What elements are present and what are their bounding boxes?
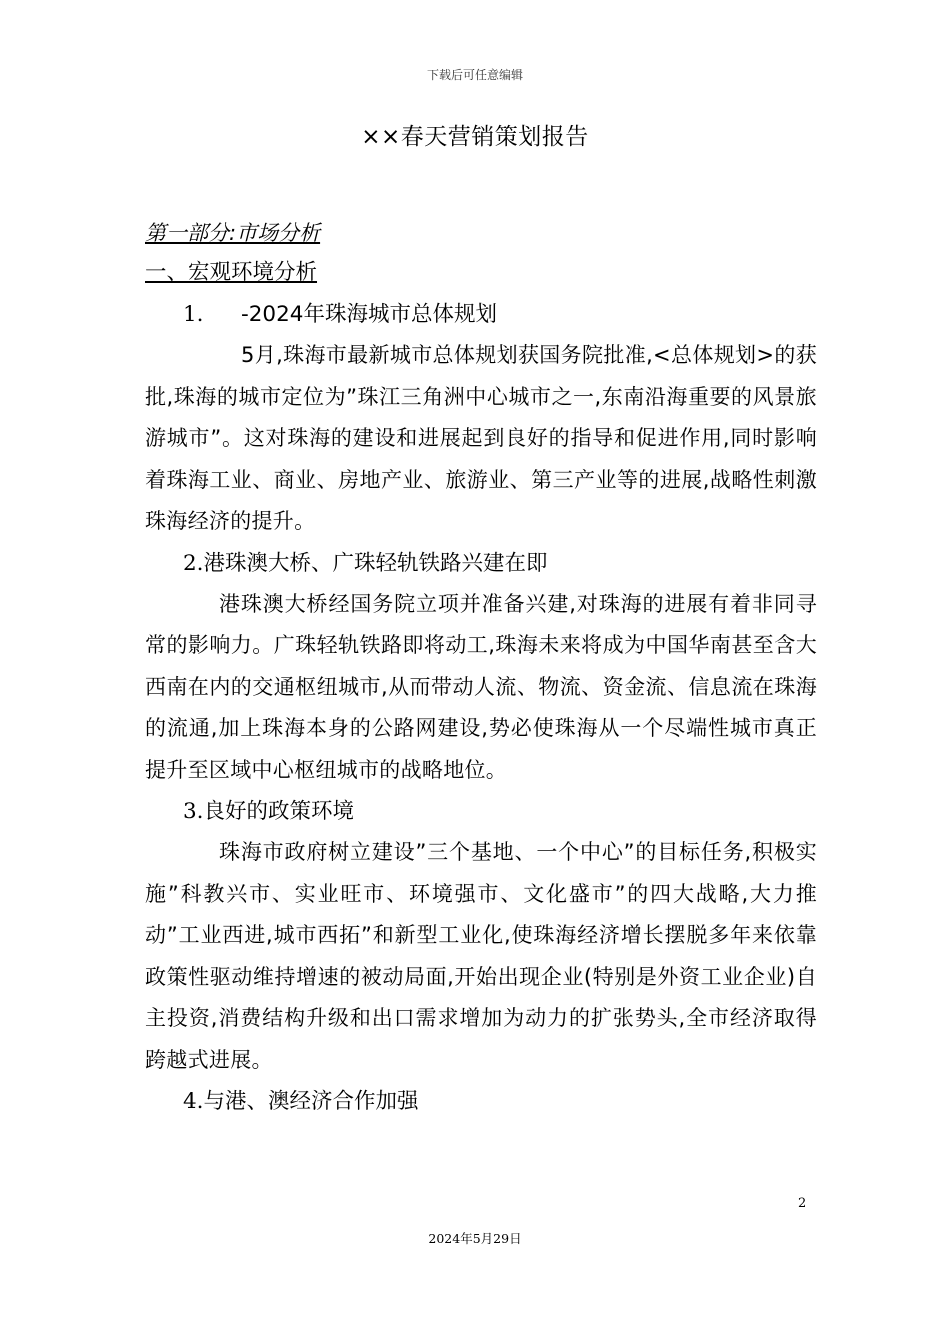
item-number-2: 2. <box>183 550 204 576</box>
item-heading-3 <box>145 791 817 832</box>
item-paragraph-2: 港珠澳大桥经国务院立项并准备兴建,对珠海的进展有着非同寻常的影响力。广珠轻轨铁路即将动工,珠海未来将成为中国华南甚至含大西南在内的交通枢纽城市,从而带动人流、物流、资金流、信息流在珠海的流通,加上珠海本身的公路网建设,势必使珠海从一个尽端性城市真正提升至区域中心枢纽城市的战略地位。 <box>145 591 817 782</box>
item-heading-1 <box>145 294 817 335</box>
part-title: 第一部分:市场分析 <box>145 221 321 245</box>
item-heading-text-2: 港珠澳大桥、广珠轻轨铁路兴建在即 <box>203 550 548 576</box>
item-number-1: 1. <box>183 302 204 327</box>
footer-date: 2024年5月29日 <box>428 1231 522 1246</box>
document-title: ××春天营销策划报告 <box>361 124 589 150</box>
page-number: 2 <box>798 1196 807 1211</box>
item-heading-text-4: 与港、澳经济合作加强 <box>203 1089 419 1114</box>
item-paragraph-3: 珠海市政府树立建设”三个基地、一个中心”的目标任务,积极实施”科教兴市、实业旺市、环境强市、文化盛市”的四大战略,大力推动”工业西进,城市西拓”和新型工业化,使珠海经济增长摆脱多年来依靠政策性驱动维持增速的被动局面,开始出现企业(特别是外资工业企业)自主投资,消费结构升级和出口需求增加为动力的扩张势头,全市经济取得跨越式进展。 <box>145 840 817 1072</box>
section-title: 一、宏观环境分析 <box>145 260 318 285</box>
item-heading-text-1: -2024年珠海城市总体规划 <box>241 302 497 327</box>
item-heading-text-3: 良好的政策环境 <box>203 799 355 824</box>
item-heading-2 <box>145 543 817 584</box>
item-number-4: 4. <box>183 1089 204 1114</box>
item-heading-4 <box>145 1081 817 1122</box>
item-number-3: 3. <box>183 799 204 824</box>
document-body <box>145 214 817 1122</box>
item-paragraph-1: 5月,珠海市最新城市总体规划获国务院批准,<总体规划>的获批,珠海的城市定位为”珠江三角洲中心城市之一,东南沿海重要的风景旅游城市”。这对珠海的建设和进展起到良好的指导和促进作用,同时影响着珠海工业、商业、房地产业、旅游业、第三产业等的进展,战略性刺激珠海经济的提升。 <box>145 343 817 533</box>
header-note: 下载后可任意编辑 <box>426 68 523 82</box>
